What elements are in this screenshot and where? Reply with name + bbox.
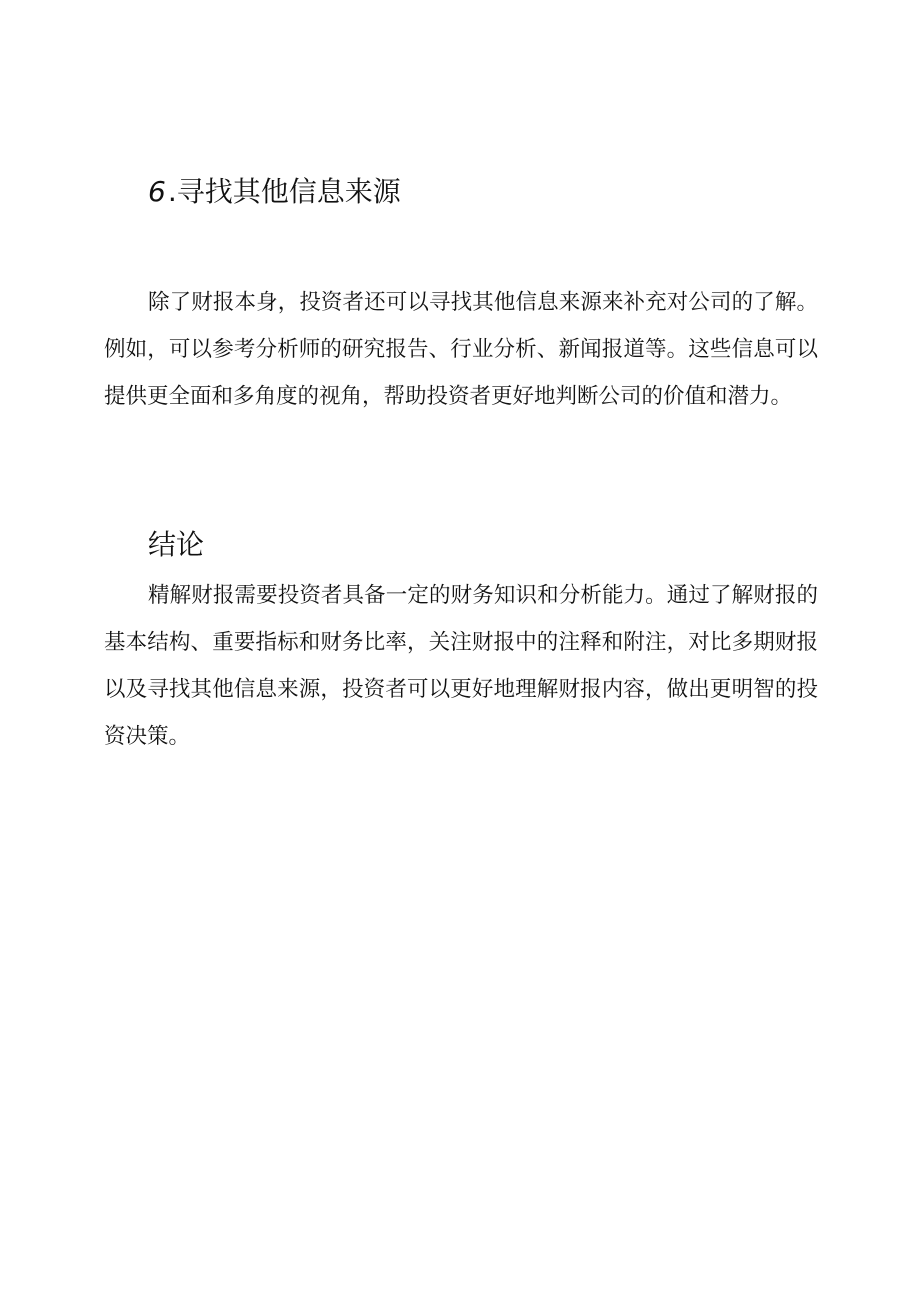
section-heading-conclusion: 结论 [148,528,205,561]
paragraph-other-sources: 除了财报本身，投资者还可以寻找其他信息来源来补充对公司的了解。例如，可以参考分析师的研究报告、行业分析、新闻报道等。这些信息可以提供更全面和多角度的视角，帮助投资者更好地判断公司的价值和潜力。 [104,290,818,409]
section-title: .寻找其他信息来源 [167,175,401,208]
section-number: 6 [148,175,166,208]
section-heading-other-sources [148,175,401,209]
paragraph-conclusion: 精解财报需要投资者具备一定的财务知识和分析能力。通过了解财报的基本结构、重要指标和财务比率，关注财报中的注释和附注，对比多期财报以及寻找其他信息来源，投资者可以更好地理解财报内容，做出更明智的投资决策。 [104,583,818,749]
